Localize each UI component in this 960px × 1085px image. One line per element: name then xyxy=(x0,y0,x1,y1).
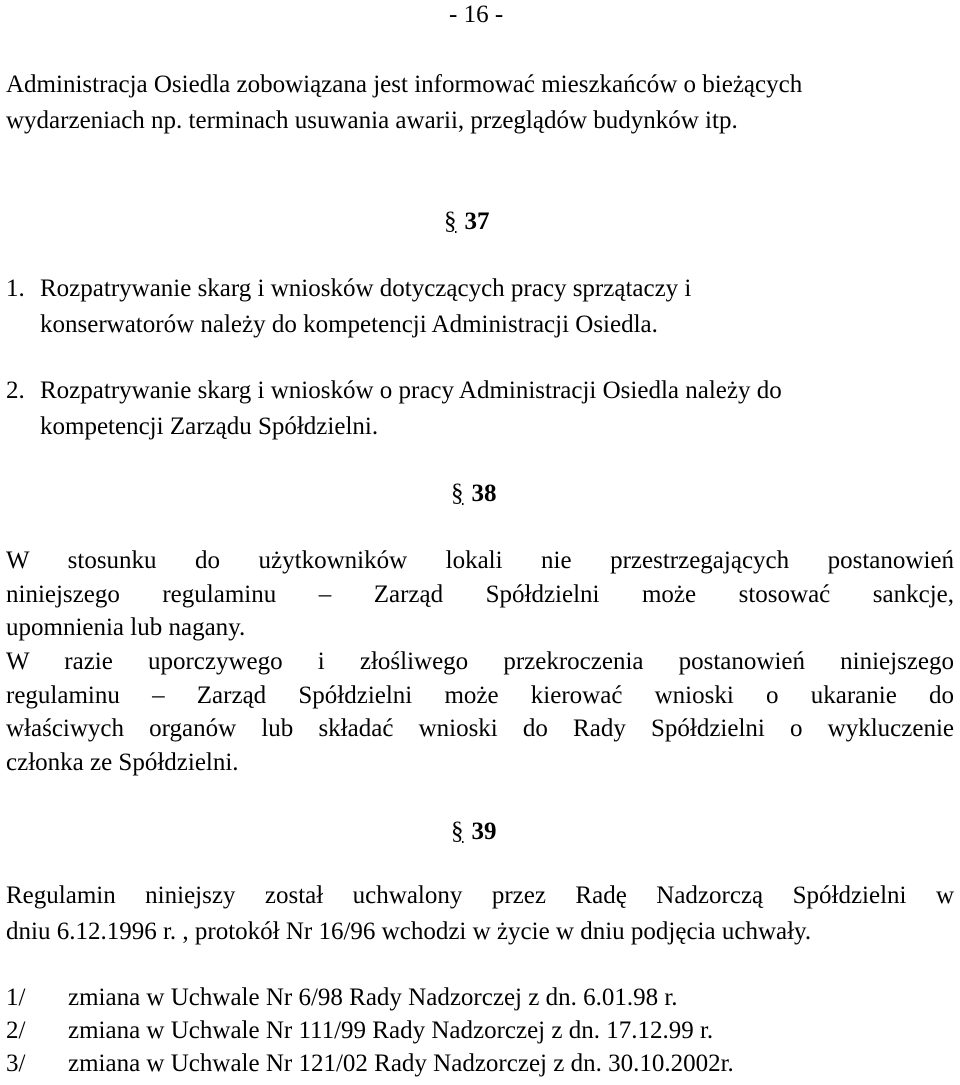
s38-para-a-line-2: niniejszego regulaminu – Zarząd Spółdzielni może stosować sankcje, xyxy=(6,581,954,608)
amendment-number: 1/ xyxy=(6,984,26,1011)
s38-para-b-line-1: W razie uporczywego i złośliwego przekroczenia postanowień niniejszego xyxy=(6,648,954,675)
s37-point-2-line-2: kompetencji Zarządu Spółdzielni. xyxy=(40,413,379,440)
s38-para-a-line-3: upomnienia lub nagany. xyxy=(6,614,246,641)
point-number: 2. xyxy=(6,377,25,404)
amendment-number: 2/ xyxy=(6,1017,26,1044)
section-heading-39 xyxy=(451,817,497,847)
section-symbol: § xyxy=(451,818,464,845)
point-number: 1. xyxy=(6,275,25,302)
s38-para-a-line-1: W stosunku do użytkowników lokali nie przestrzegających postanowień xyxy=(6,547,954,574)
amendment-text: zmiana w Uchwale Nr 111/99 Rady Nadzorczej z dn. 17.12.99 r. xyxy=(68,1017,714,1044)
section-symbol: § xyxy=(444,208,457,235)
s38-para-b-line-3: właściwych organów lub składać wnioski do Rady Spółdzielni o wykluczenie xyxy=(6,715,954,742)
section-symbol: § xyxy=(451,480,464,507)
point-text-line-1: Rozpatrywanie skarg i wniosków o pracy Administracji Osiedla należy do xyxy=(40,377,782,404)
section-number: 39 xyxy=(471,818,497,845)
section-heading-38 xyxy=(451,479,497,509)
page-number: - 16 - xyxy=(449,1,504,28)
section-number: 37 xyxy=(464,208,490,235)
s39-line-1: Regulamin niniejszy został uchwalony przez Radę Nadzorczą Spółdzielni w xyxy=(6,882,954,909)
intro-line-2: wydarzeniach np. terminach usuwania awarii, przeglądów budynków itp. xyxy=(6,107,738,134)
amendment-text: zmiana w Uchwale Nr 6/98 Rady Nadzorczej z dn. 6.01.98 r. xyxy=(68,984,678,1011)
section-number: 38 xyxy=(471,480,497,507)
point-text-line-1: Rozpatrywanie skarg i wniosków dotyczących pracy sprzątaczy i xyxy=(40,275,692,302)
amendment-2 xyxy=(6,1016,713,1046)
section-heading-37 xyxy=(444,207,490,237)
s39-line-2: dniu 6.12.1996 r. , protokół Nr 16/96 wchodzi w życie w dniu podjęcia uchwały. xyxy=(6,918,812,945)
amendment-text: zmiana w Uchwale Nr 121/02 Rady Nadzorczej z dn. 30.10.2002r. xyxy=(68,1050,734,1077)
s37-point-1 xyxy=(6,274,691,304)
amendment-number: 3/ xyxy=(6,1050,26,1077)
amendment-3 xyxy=(6,1049,734,1079)
s38-para-b-line-4: członka ze Spółdzielni. xyxy=(6,749,239,776)
s37-point-2 xyxy=(6,376,782,406)
intro-line-1: Administracja Osiedla zobowiązana jest informować mieszkańców o bieżących xyxy=(6,71,803,98)
s38-para-b-line-2: regulaminu – Zarząd Spółdzielni może kierować wnioski o ukaranie do xyxy=(6,682,954,709)
s37-point-1-line-2: konserwatorów należy do kompetencji Administracji Osiedla. xyxy=(40,311,658,338)
amendment-1 xyxy=(6,983,678,1013)
